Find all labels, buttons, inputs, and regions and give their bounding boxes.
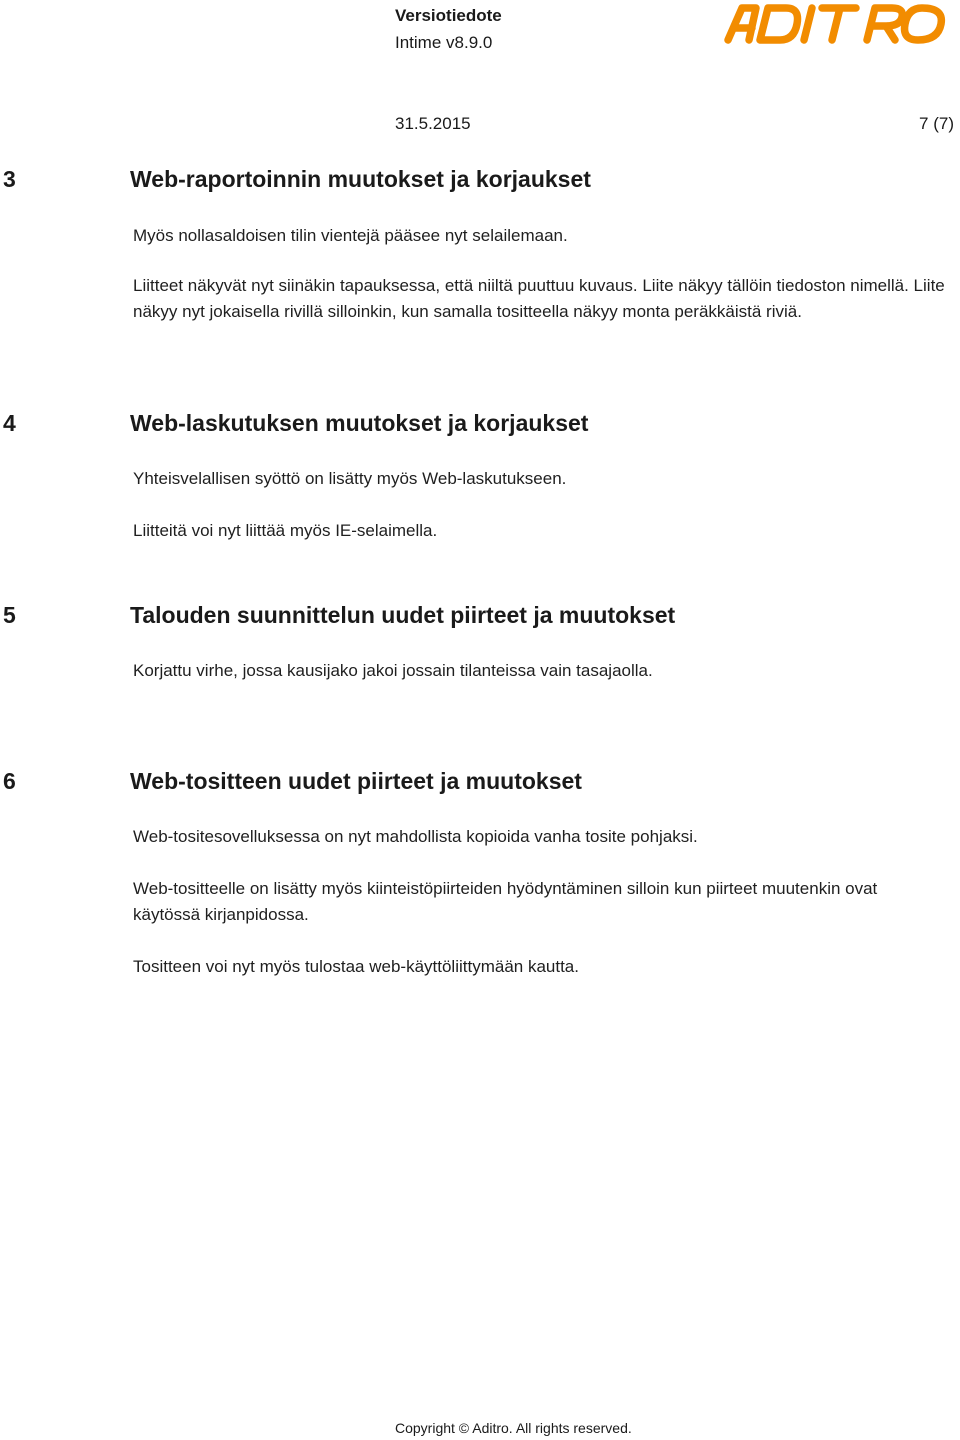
section-heading: Web-tositteen uudet piirteet ja muutokset [130, 768, 582, 794]
section-heading: Talouden suunnittelun uudet piirteet ja muutokset [130, 602, 676, 628]
page-number: 7 (7) [919, 114, 954, 133]
paragraph: Yhteisvelallisen syöttö on lisätty myös Web-laskutukseen. [133, 469, 567, 488]
section-number: 4 [3, 410, 16, 436]
section-number: 6 [3, 768, 16, 794]
paragraph: Liitteitä voi nyt liittää myös IE-selaimella. [133, 521, 438, 540]
paragraph: Web-tositteelle on lisätty myös kiinteistöpiirteiden hyödyntäminen silloin kun piirteet muutenkin ovat käytössä kirjanpidossa. [133, 879, 878, 924]
section-heading: Web-laskutuksen muutokset ja korjaukset [130, 410, 589, 436]
section-heading: Web-raportoinnin muutokset ja korjaukset [130, 166, 591, 192]
document-type-title: Versiotiedote [395, 6, 502, 25]
document-date: 31.5.2015 [395, 114, 471, 133]
section-number: 3 [3, 166, 16, 192]
product-version: Intime v8.9.0 [395, 33, 493, 52]
aditro-logo [722, 0, 952, 48]
paragraph: Liitteet näkyvät nyt siinäkin tapauksessa, että niiltä puuttuu kuvaus. Liite näkyy tällöin tiedoston nimellä. Liite näkyy nyt jokaisella rivillä silloinkin, kun samalla tositteella näkyy monta peräkkäistä riviä. [133, 276, 945, 321]
copyright-footer: Copyright © Aditro. All rights reserved. [395, 1420, 632, 1436]
paragraph: Korjattu virhe, jossa kausijako jakoi jossain tilanteissa vain tasajaolla. [133, 661, 653, 680]
aditro-logo-icon [722, 0, 952, 48]
section-number: 5 [3, 602, 16, 628]
paragraph: Tositteen voi nyt myös tulostaa web-käyttöliittymään kautta. [133, 957, 579, 976]
paragraph: Web-tositesovelluksessa on nyt mahdollista kopioida vanha tosite pohjaksi. [133, 827, 698, 846]
paragraph: Myös nollasaldoisen tilin vientejä pääsee nyt selailemaan. [133, 226, 568, 245]
